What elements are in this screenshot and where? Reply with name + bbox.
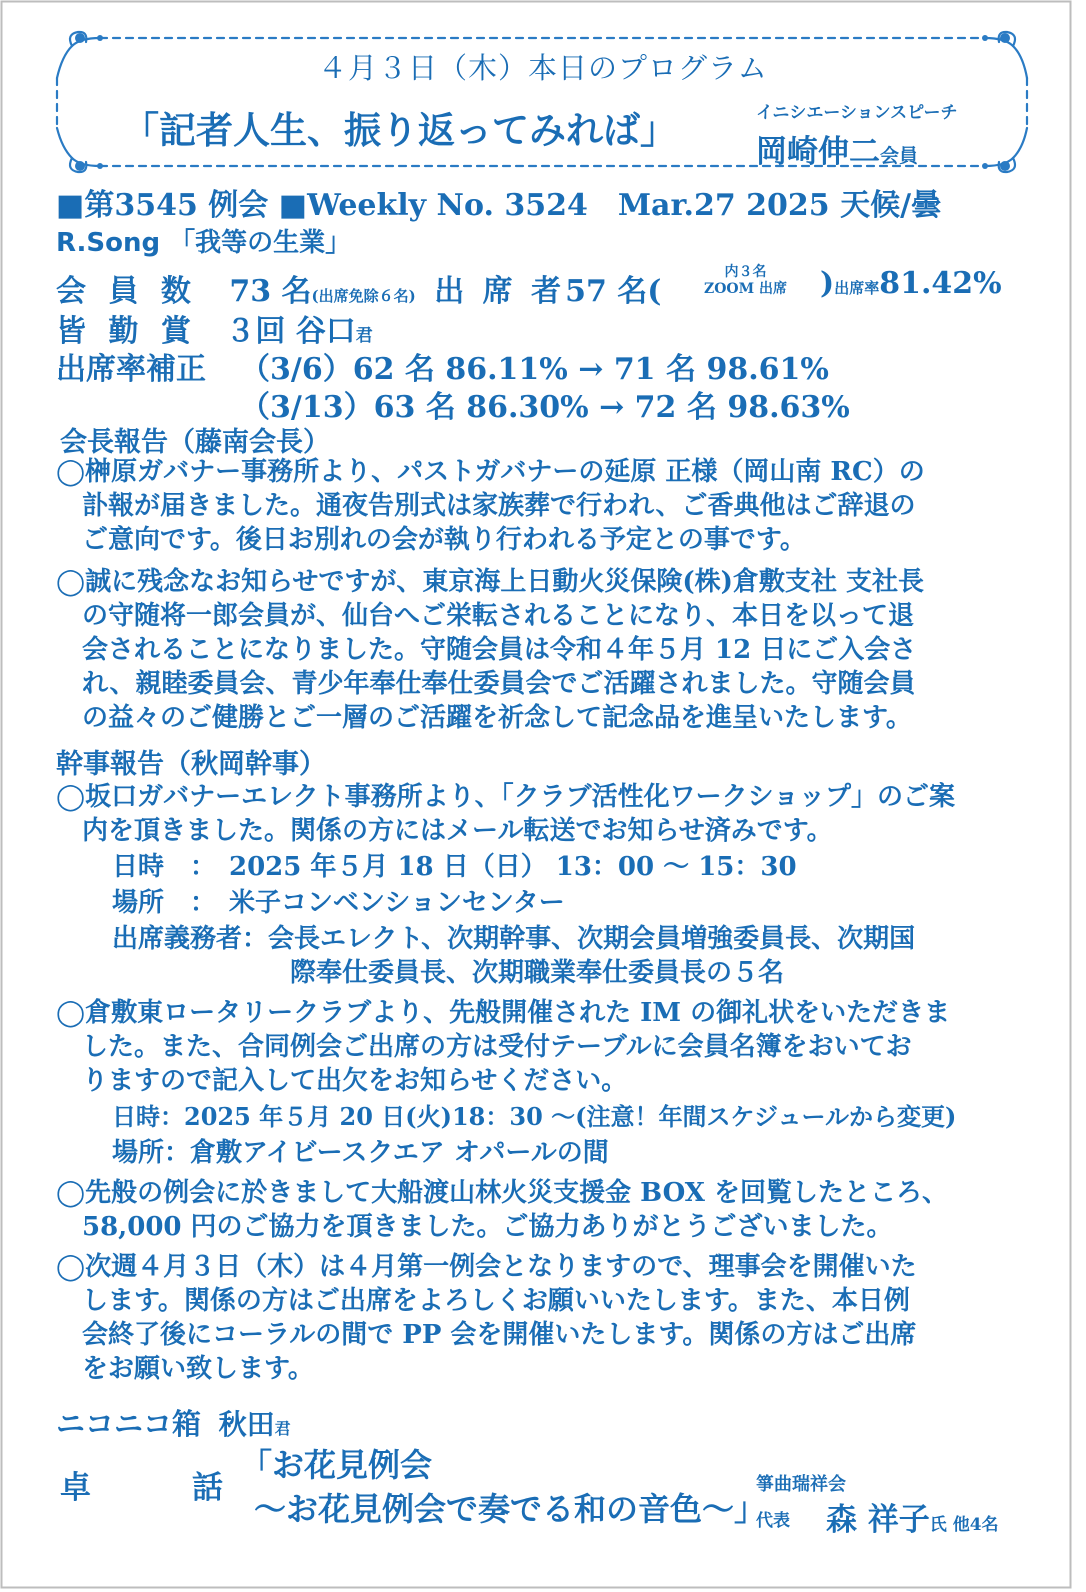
secretary-report-line: 出席義務者：会長エレクト、次期幹事、次期会員増強委員長、次期国 — [112, 924, 916, 954]
secretary-report-line: をお願い致します。 — [82, 1354, 314, 1384]
niconico-name: 秋田 — [218, 1408, 275, 1441]
secretary-report-heading: 幹事報告（秋岡幹事） — [56, 749, 326, 780]
table-talk-speaker-name: 森 祥子 — [826, 1502, 930, 1538]
president-report-line: の益々のご健勝とご一層のご活躍を祈念して記念品を進呈いたします。 — [82, 703, 912, 733]
president-report-line: ご意向です。後日お別れの会が執り行われる予定との事です。 — [82, 525, 806, 555]
perfect-label: 皆 勤 賞 — [56, 314, 197, 349]
speaker-name-text: 岡崎伸二 — [756, 134, 880, 170]
table-talk-speaker — [826, 1494, 999, 1539]
niconico-label: ニコニコ箱 — [56, 1407, 202, 1441]
secretary-report-line: 日時 ： 2025 年５月 18 日（日） 13：00 〜 15：30 — [112, 852, 797, 882]
correction-line-2: （3/13）63 名 86.30% → 72 名 98.63% — [240, 390, 850, 425]
correction-line-1: （3/6）62 名 86.11% → 71 名 98.61% — [240, 352, 829, 387]
niconico-suffix: 君 — [274, 1419, 291, 1438]
rotary-song: R.Song 「我等の生業」 — [56, 228, 352, 258]
president-report-line: ◯誠に残念なお知らせですが、東京海上日動火災保険(株)倉敷支社 支社長 — [56, 567, 924, 597]
members-label: 会 員 数 — [56, 274, 197, 309]
attendees-note — [704, 264, 787, 298]
secretary-report-line: 58,000 円のご協力を頂きました。ご協力ありがとうございました。 — [82, 1212, 893, 1242]
meeting-info-line: ■第3545 例会 ■Weekly No. 3524 Mar.27 2025 天候/曇 — [56, 188, 942, 223]
secretary-report-line: 場所：倉敷アイビースクエア オパールの間 — [112, 1138, 609, 1168]
members-value: 73 名 — [229, 274, 312, 309]
secretary-report-line: ◯次週４月３日（木）は４月第一例会となりますので、理事会を開催いた — [56, 1252, 917, 1282]
table-talk-role: 代表 — [756, 1511, 790, 1531]
table-talk-label-1: 卓 — [60, 1470, 91, 1506]
president-report-line: の守随将一郎会員が、仙台へご栄転されることになり、本日を以って退 — [82, 601, 915, 631]
niconico-row — [56, 1402, 291, 1443]
secretary-report-line: ◯先般の例会に於きまして大船渡山林火災支援金 BOX を回覧したところ、 — [56, 1178, 949, 1208]
table-talk-title-2: 〜お花見例会で奏でる和の音色〜」 — [254, 1490, 767, 1528]
attendees-label: 出 席 者 — [434, 274, 566, 309]
members-note: (出席免除６名) — [311, 287, 416, 305]
table-talk-speaker-suffix: 氏 他4名 — [929, 1515, 999, 1535]
secretary-report-line: ◯倉敷東ロータリークラブより、先般開催された IM の御礼状をいただきま — [56, 998, 951, 1028]
rate-value: 81.42% — [879, 266, 1002, 301]
president-report-line: 訃報が届きました。通夜告別式は家族葬で行われ、ご香典他はご辞退の — [82, 491, 916, 521]
table-talk-label-2: 話 — [192, 1470, 223, 1506]
attendees-note-bottom: ZOOM 出席 — [704, 281, 787, 297]
secretary-report-line: ◯坂口ガバナーエレクト事務所より、「クラブ活性化ワークショップ」のご案 — [56, 782, 956, 812]
table-talk-title-1: 「お花見例会 — [240, 1446, 433, 1484]
correction-label: 出席率補正 — [56, 352, 206, 387]
attendance-row — [56, 266, 661, 310]
rate-label: 出席率 — [834, 279, 880, 297]
secretary-report-line: 会終了後にコーラルの間で PP 会を開催いたします。関係の方はご出席 — [82, 1320, 917, 1350]
secretary-report-line: 際奉仕委員長、次期職業奉仕委員長の５名 — [290, 958, 785, 988]
rate-close: ) — [820, 266, 835, 301]
secretary-report-line: します。関係の方はご出席をよろしくお願いいたします。また、本日例 — [82, 1286, 910, 1316]
secretary-report-line: 場所 ： 米子コンベンションセンター — [112, 888, 565, 918]
speaker-name — [756, 126, 918, 171]
speech-title: 「記者人生、振り返ってみれば」 — [122, 108, 677, 152]
secretary-report-line: りますので記入して出欠をお知らせください。 — [82, 1066, 628, 1096]
secretary-report-line: 日時：2025 年５月 20 日(火)18：30 〜(注意！年間スケジュールから変更) — [112, 1102, 957, 1131]
attendees-value: 57 名( — [565, 274, 662, 309]
speaker-suffix: 会員 — [880, 145, 919, 167]
president-report-line: ◯榊原ガバナー事務所より、パストガバナーの延原 正様（岡山南 RC）の — [56, 457, 925, 487]
table-talk-org: 箏曲瑞祥会 — [756, 1474, 846, 1495]
secretary-report-line: 内を頂きました。関係の方にはメール転送でお知らせ済みです。 — [82, 816, 833, 846]
perfect-suffix: 君 — [355, 326, 373, 346]
secretary-report-line: した。また、合同例会ご出席の方は受付テーブルに会員名簿をおいてお — [82, 1032, 912, 1062]
speech-type: イニシエーションスピーチ — [756, 103, 958, 123]
president-report-heading: 会長報告（藤南会長） — [60, 427, 330, 458]
attendees-note-top: 内３名 — [724, 264, 767, 280]
president-report-line: れ、親睦委員会、青少年奉仕奉仕委員会でご活躍されました。守随会員 — [82, 669, 916, 699]
president-report-line: 会されることになりました。守随会員は令和４年５月 12 日にご入会さ — [82, 635, 917, 665]
perfect-value: ３回 谷口 — [225, 314, 356, 349]
program-date-title: ４月３日（木）本日のプログラム — [318, 51, 768, 85]
attendance-rate — [820, 266, 1002, 301]
